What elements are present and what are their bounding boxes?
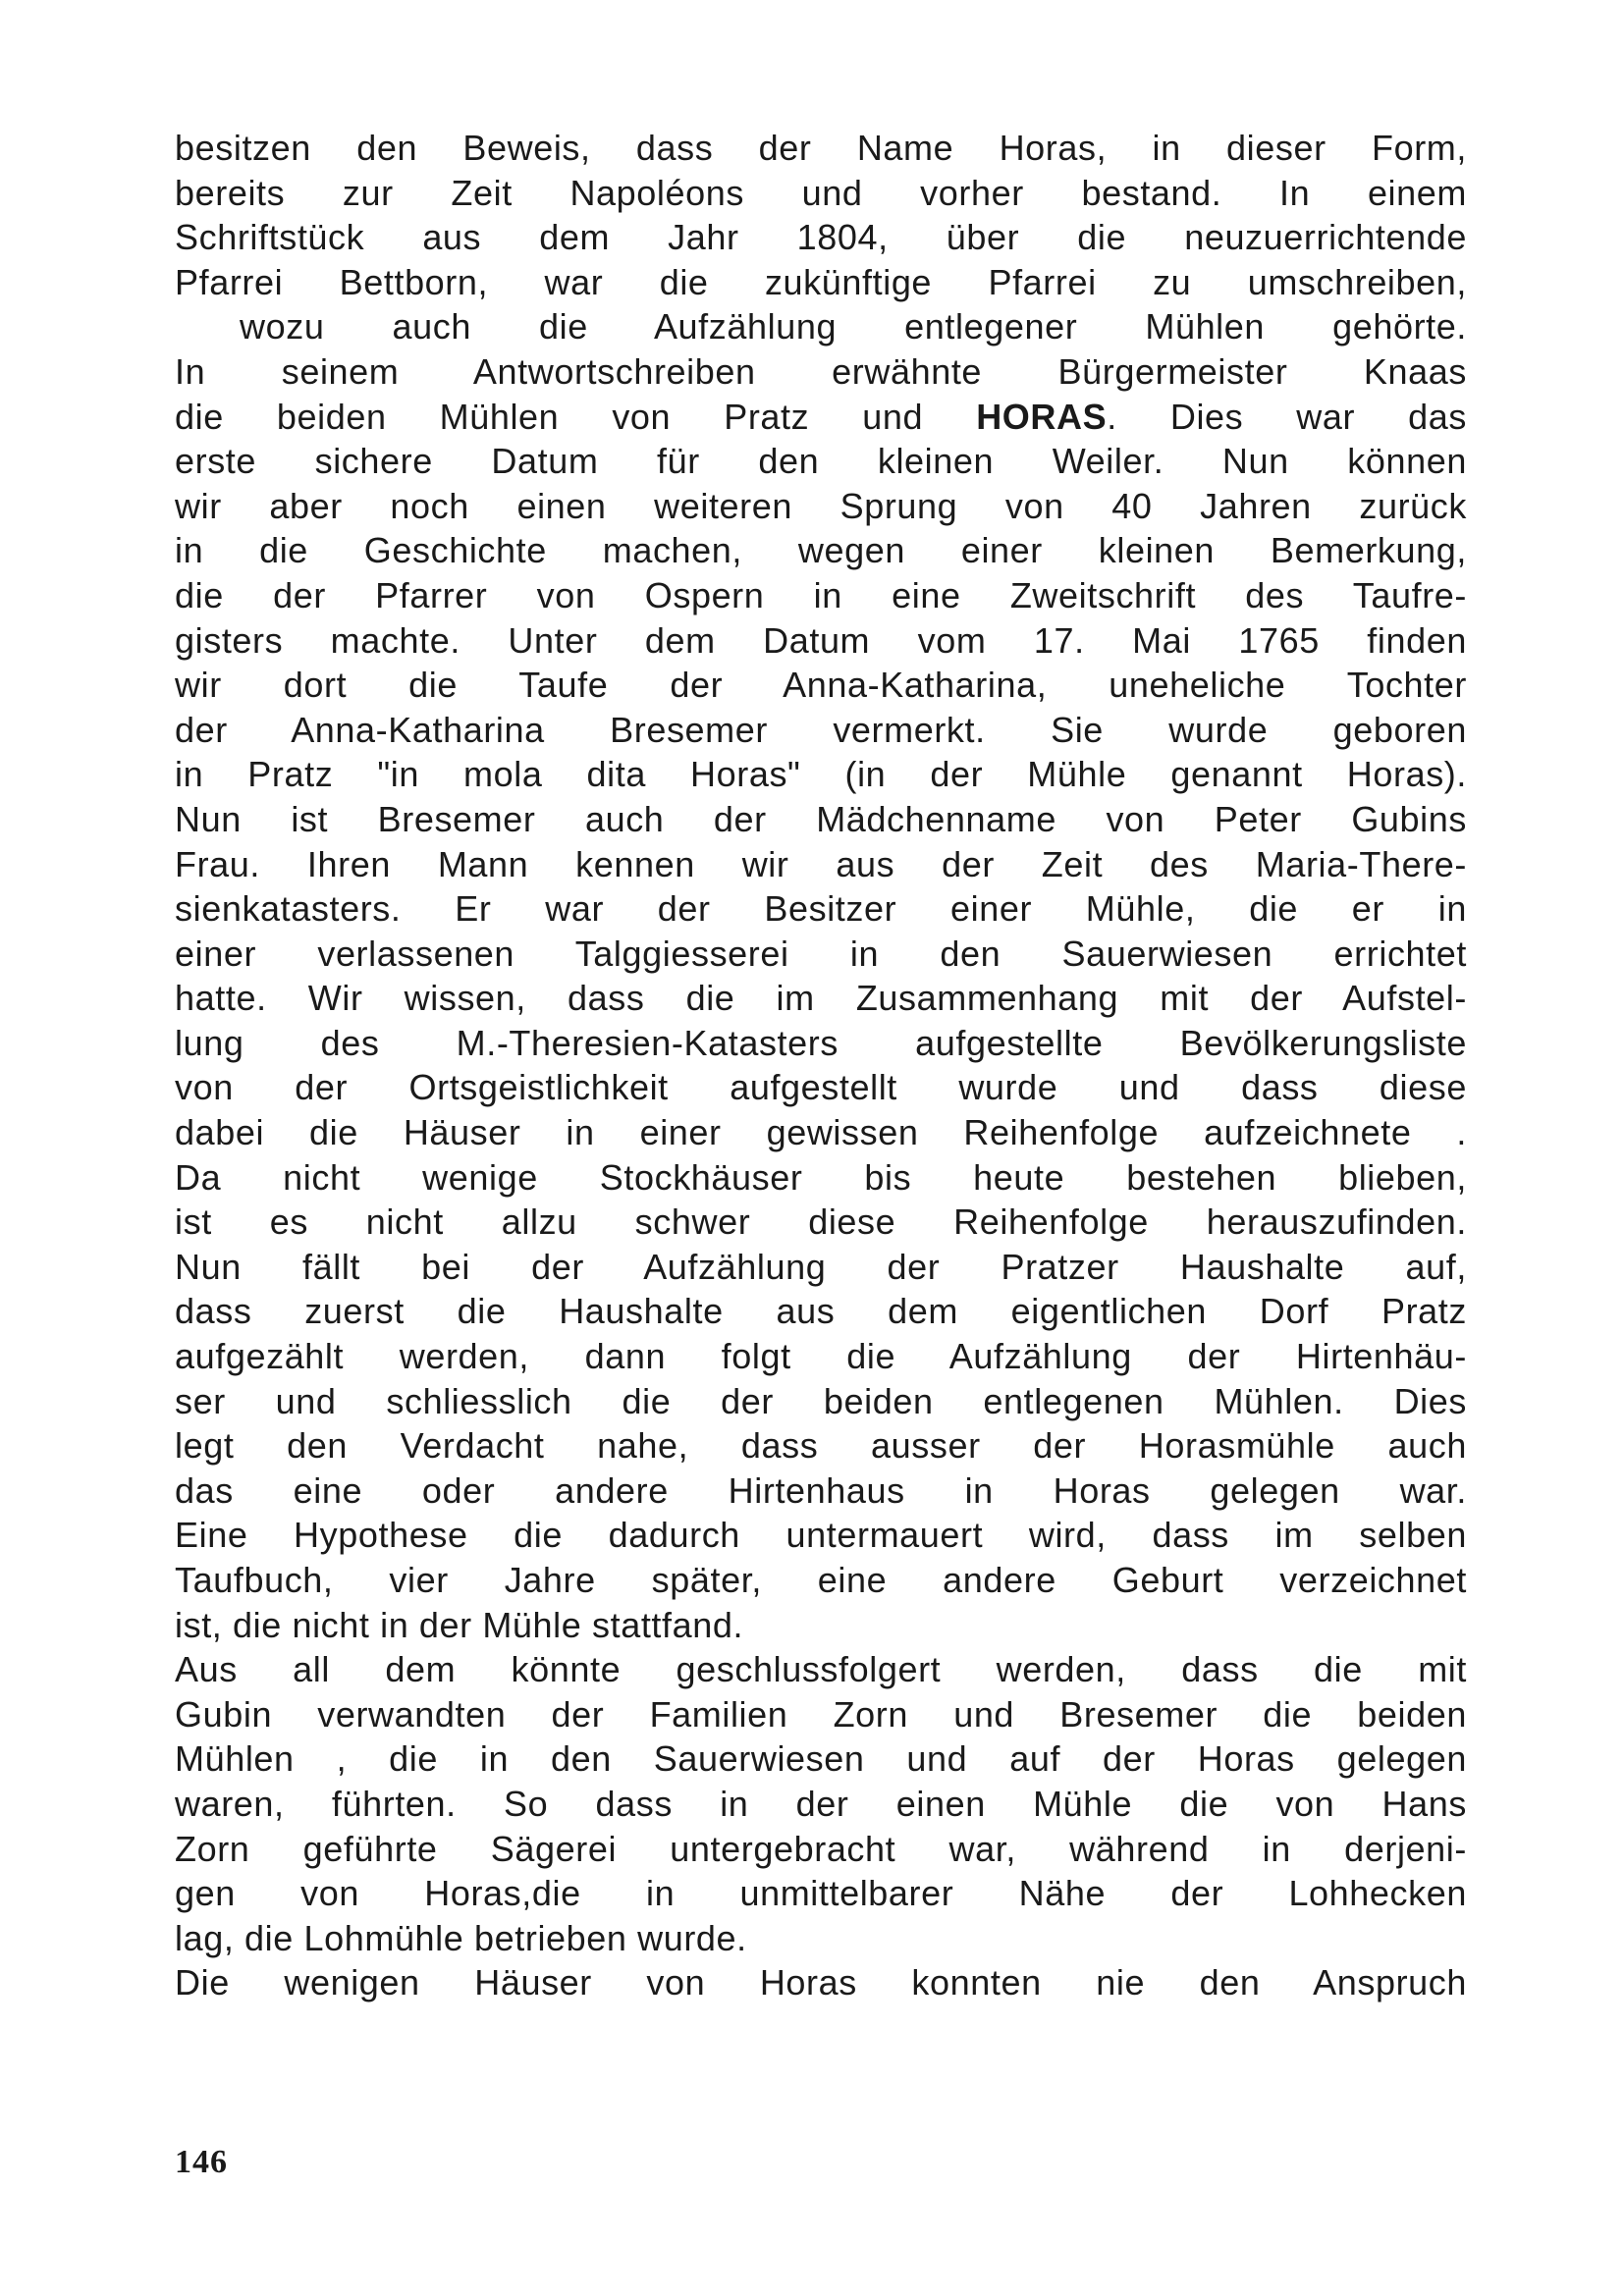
text-line: aufgezählt werden, dann folgt die Aufzählung der Hirtenhäu-: [175, 1336, 1467, 1377]
text-line: wir dort die Taufe der Anna-Katharina, uneheliche Tochter: [175, 665, 1467, 706]
text-line: erste sichere Datum für den kleinen Weiler. Nun können: [175, 441, 1467, 482]
text-line: In seinem Antwortschreiben erwähnte Bürgermeister Knaas: [175, 350, 1467, 392]
text-line: sienkatasters. Er war der Besitzer einer Mühle, die er in: [175, 888, 1467, 930]
text-line: einer verlassenen Talggiesserei in den Sauerwiesen errichtet: [175, 933, 1467, 974]
text-line: Nun fällt bei der Aufzählung der Pratzer Haushalte auf,: [175, 1246, 1467, 1287]
text-line: Taufbuch, vier Jahre später, eine andere Geburt verzeichnet: [175, 1560, 1467, 1600]
text-line: Die wenigen Häuser von Horas konnten nie den Anspruch: [175, 1962, 1467, 2003]
emphasized-word: HORAS: [976, 396, 1108, 437]
text-line: bereits zur Zeit Napoléons und vorher bestand. In einem: [175, 172, 1467, 213]
text-line: hatte. Wir wissen, dass die im Zusammenhang mit der Aufstel-: [175, 978, 1467, 1019]
text-line: Nun ist Bresemer auch der Mädchenname von Peter Gubins: [175, 798, 1467, 839]
text-line: Aus all dem könnte geschlussfolgert werden, dass die mit: [175, 1649, 1467, 1690]
text-line: ist es nicht allzu schwer diese Reihenfolge herauszufinden.: [175, 1201, 1467, 1243]
text-line: dass zuerst die Haushalte aus dem eigentlichen Dorf Pratz: [175, 1291, 1467, 1332]
text-line: gen von Horas,die in unmittelbarer Nähe der Lohhecken: [175, 1873, 1467, 1914]
text-line: besitzen den Beweis, dass der Name Horas, in dieser Form,: [175, 128, 1467, 168]
text-line: Da nicht wenige Stockhäuser bis heute bestehen blieben,: [175, 1156, 1467, 1198]
page-number: 146: [175, 2144, 228, 2180]
text-line: legt den Verdacht nahe, dass ausser der Horasmühle auch: [175, 1425, 1467, 1467]
body-text: [175, 126, 1467, 2005]
text-line: der Anna-Katharina Bresemer vermerkt. Sie wurde geboren: [175, 709, 1467, 750]
text-line: wozu auch die Aufzählung entlegener Mühlen gehörte.: [240, 306, 1467, 347]
text-line: Schriftstück aus dem Jahr 1804, über die neuzuerrichtende: [175, 217, 1467, 258]
text-line: waren, führten. So dass in der einen Mühle die von Hans: [175, 1783, 1467, 1824]
text-line: wir aber noch einen weiteren Sprung von 40 Jahren zurück: [175, 485, 1467, 526]
text-line: Frau. Ihren Mann kennen wir aus der Zeit des Maria-There-: [175, 843, 1467, 884]
text-line: ser und schliesslich die der beiden entlegenen Mühlen. Dies: [175, 1380, 1467, 1421]
text-line: Eine Hypothese die dadurch untermauert wird, dass im selben: [175, 1515, 1467, 1556]
text-line: ist, die nicht in der Mühle stattfand.: [175, 1604, 744, 1645]
text-line: lag, die Lohmühle betrieben wurde.: [175, 1917, 747, 1958]
text-line: von der Ortsgeistlichkeit aufgestellt wurde und dass diese: [175, 1067, 1467, 1108]
text-line: lung des M.-Theresien-Katasters aufgestellte Bevölkerungsliste: [175, 1022, 1467, 1063]
text-line: Gubin verwandten der Familien Zorn und Bresemer die beiden: [175, 1693, 1467, 1735]
text-line: dabei die Häuser in einer gewissen Reihenfolge aufzeichnete .: [175, 1112, 1467, 1153]
text-line: die beiden Mühlen von Pratz und HORAS. Dies war das: [175, 396, 1467, 437]
text-line: in die Geschichte machen, wegen einer kleinen Bemerkung,: [175, 530, 1467, 571]
text-line: Mühlen , die in den Sauerwiesen und auf der Horas gelegen: [175, 1738, 1467, 1780]
text-line: Zorn geführte Sägerei untergebracht war, während in derjeni-: [175, 1828, 1467, 1869]
text-line: gisters machte. Unter dem Datum vom 17. Mai 1765 finden: [175, 619, 1467, 661]
text-line: Pfarrei Bettborn, war die zukünftige Pfarrei zu umschreiben,: [175, 261, 1467, 302]
text-line: in Pratz "in mola dita Horas" (in der Mühle genannt Horas).: [175, 754, 1467, 795]
text-line: die der Pfarrer von Ospern in eine Zweitschrift des Taufre-: [175, 574, 1467, 615]
text-line: das eine oder andere Hirtenhaus in Horas gelegen war.: [175, 1469, 1467, 1511]
